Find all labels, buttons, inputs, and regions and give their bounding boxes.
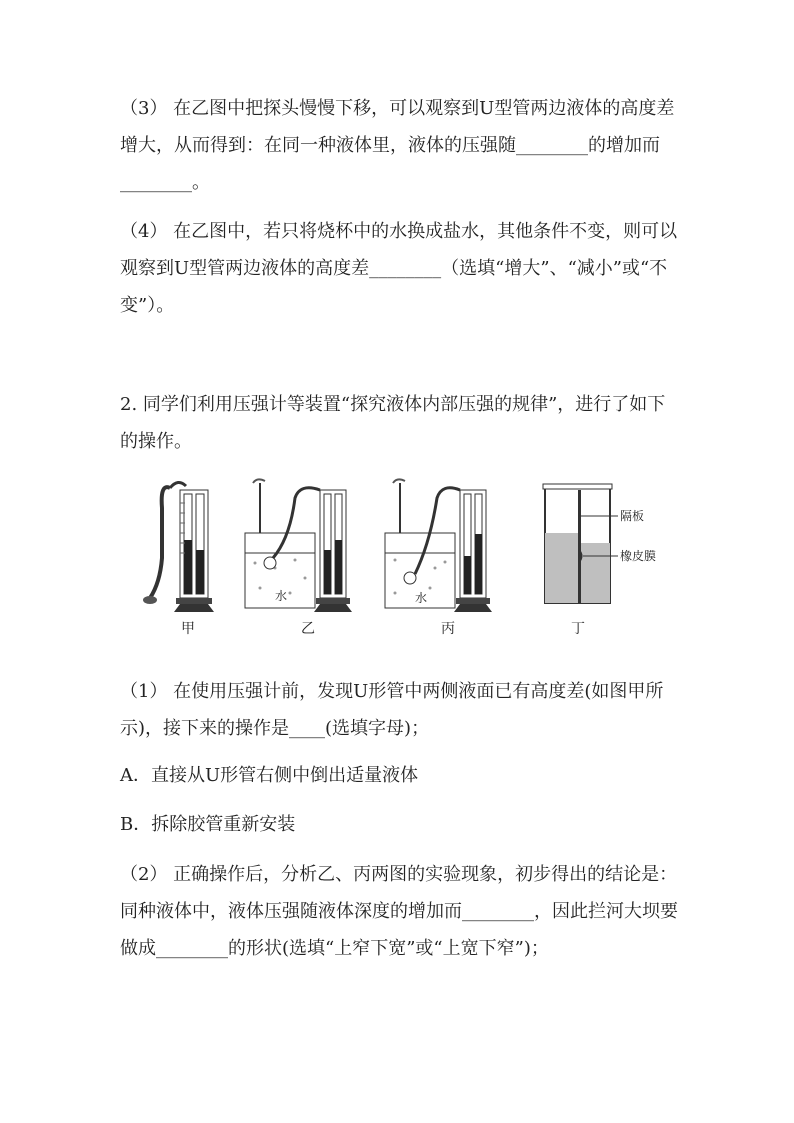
question-2-2: （2） 正确操作后，分析乙、丙两图的实验现象，初步得出的结论是：同种液体中，液体压强随液体深度的增加而________，因此拦河大坝要做成________的形状(选填“上窄下宽”或“上宽下窄”)； <box>120 864 678 959</box>
question-3: （3） 在乙图中把探头慢慢下移，可以观察到U型管两边液体的高度差增大，从而得到：在同一种液体里，液体的压强随________的增加而________。 <box>120 98 675 193</box>
question-2-stem: 2. 同学们利用压强计等装置“探究液体内部压强的规律”，进行了如下的操作。 <box>120 394 666 452</box>
question-4: （4） 在乙图中，若只将烧杯中的水换成盐水，其他条件不变，则可以观察到U型管两边液体的高度差________（选填“增大”、“减小”或“不变”）。 <box>120 221 678 316</box>
question-2-1: （1） 在使用压强计前，发现U形管中两侧液面已有高度差(如图甲所示)，接下来的操作是____(选填字母)； <box>120 681 664 739</box>
figure-group <box>140 478 657 648</box>
figure-bing-caption: 丙 <box>441 621 455 637</box>
figure-ding-diagram <box>540 478 660 613</box>
figure-jia-diagram <box>140 478 230 613</box>
figure-bing-water-label: 水 <box>415 591 428 605</box>
figure-jia-caption: 甲 <box>181 621 195 637</box>
figure-ding-caption: 丁 <box>571 621 585 637</box>
figure-yi-diagram <box>235 478 365 613</box>
option-a: A．直接从U形管右侧中倒出适量液体 <box>120 765 419 786</box>
partition-label: 隔板 <box>620 509 645 523</box>
figure-bing-diagram <box>375 478 505 613</box>
membrane-label: 橡皮膜 <box>620 549 657 563</box>
option-b: B．拆除胶管重新安装 <box>120 814 296 835</box>
figure-yi-caption: 乙 <box>301 621 315 637</box>
figure-yi-water-label: 水 <box>275 589 288 603</box>
